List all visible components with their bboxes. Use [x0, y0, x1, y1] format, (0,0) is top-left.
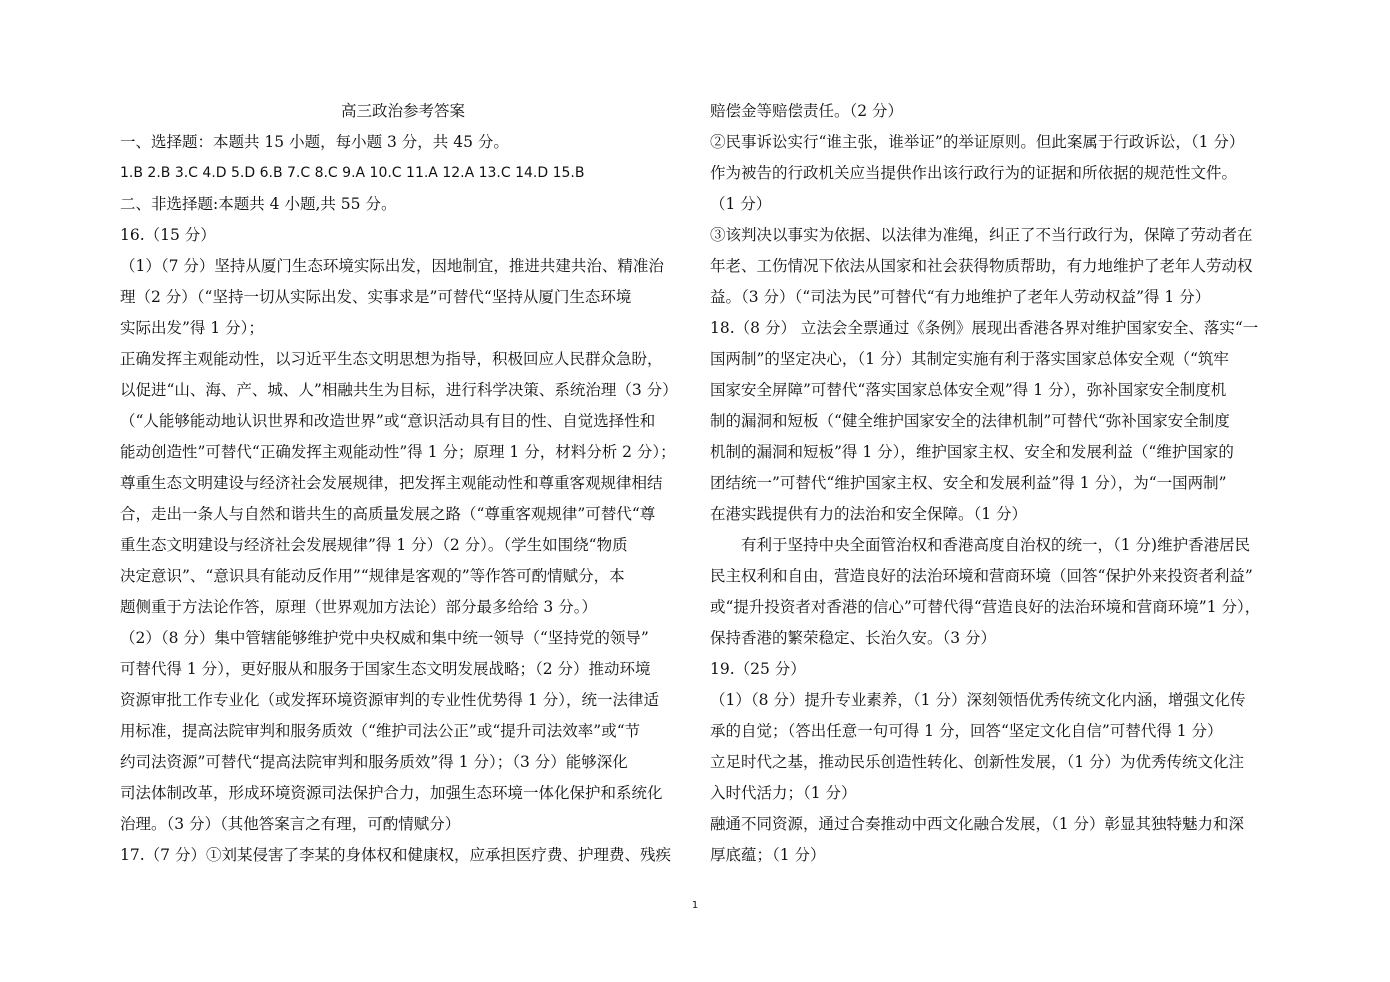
- right-column-line: 制的漏洞和短板（“健全维护国家安全的法律机制”可替代“弥补国家安全制度: [710, 412, 1230, 430]
- left-column-line: 理（2 分）（“坚持一切从实际出发、实事求是”可替代“坚持从厦门生态环境: [120, 288, 632, 306]
- left-column-line: 决定意识”、“意识具有能动反作用”“规律是客观的”等作答可酌情赋分，本: [120, 567, 625, 585]
- right-column-line: 机制的漏洞和短板”得 1 分），维护国家主权、安全和发展利益（“维护国家的: [710, 443, 1234, 461]
- right-column-line: （1）（8 分）提升专业素养，（1 分）深刻领悟优秀传统文化内涵，增强文化传: [710, 691, 1246, 709]
- right-column-line: 年老、工伤情况下依法从国家和社会获得物质帮助，有力地维护了老年人劳动权: [710, 257, 1253, 275]
- document-title: 高三政治参考答案: [340, 102, 465, 120]
- right-column-line: （1 分）: [710, 195, 772, 213]
- left-column-line: 约司法资源”可替代“提高法院审判和服务质效”得 1 分）；（3 分）能够深化: [120, 753, 628, 771]
- right-column-line: 国家安全屏障”可替代“落实国家总体安全观”得 1 分），弥补国家安全制度机: [710, 381, 1227, 399]
- right-column-line: 承的自觉；（答出任意一句可得 1 分，回答“坚定文化自信”可替代得 1 分）: [710, 722, 1223, 740]
- right-column-line: 19.（25 分）: [710, 660, 806, 678]
- right-column-line: 作为被告的行政机关应当提供作出该行政行为的证据和所依据的规范性文件。: [710, 164, 1238, 182]
- left-column-line: 治理。（3 分）（其他答案言之有理，可酌情赋分）: [120, 815, 461, 833]
- right-column-line: 益。（3 分）（“司法为民”可替代“有力地维护了老年人劳动权益”得 1 分）: [710, 288, 1211, 306]
- left-column-line: 题侧重于方法论作答，原理（世界观加方法论）部分最多给给 3 分。）: [120, 598, 597, 616]
- right-column-line: 立足时代之基，推动民乐创造性转化、创新性发展，（1 分）为优秀传统文化注: [710, 753, 1245, 771]
- left-column-line: 能动创造性”可替代“正确发挥主观能动性”得 1 分；原理 1 分，材料分析 2 分）；: [120, 443, 676, 461]
- right-column-line: 保持香港的繁荣稳定、长治久安。（3 分）: [710, 629, 997, 647]
- left-column-line: 二、非选择题:本题共 4 小题,共 55 分。: [120, 195, 397, 213]
- right-column-line: ③该判决以事实为依据、以法律为准绳，纠正了不当行政行为，保障了劳动者在: [710, 226, 1253, 244]
- right-column-line: 有利于坚持中央全面管治权和香港高度自治权的统一，（1 分)维护香港居民: [710, 536, 1251, 554]
- left-column-line: 以促进“山、海、产、城、人”相融共生为目标，进行科学决策、系统治理（3 分）: [120, 381, 678, 399]
- right-column-line: ②民事诉讼实行“谁主张，谁举证”的举证原则。但此案属于行政诉讼，（1 分）: [710, 133, 1245, 151]
- left-column-line: 正确发挥主观能动性，以习近平生态文明思想为指导，积极回应人民群众急盼，: [120, 350, 663, 368]
- right-column-line: 入时代活力；（1 分）: [710, 784, 857, 802]
- right-column-line: 在港实践提供有力的法治和安全保障。（1 分）: [710, 505, 1028, 523]
- left-column-line: 16.（15 分）: [120, 226, 216, 244]
- right-column-line: 民主权利和自由，营造良好的法治环境和营商环境（回答“保护外来投资者利益”: [710, 567, 1253, 585]
- left-column-line: 重生态文明建设与经济社会发展规律”得 1 分）（2 分）。（学生如围绕“物质: [120, 536, 628, 554]
- left-column-line: 1.B 2.B 3.C 4.D 5.D 6.B 7.C 8.C 9.A 10.C 11.A 12.A 13.C 14.D 15.B: [120, 165, 585, 181]
- right-column-line: 赔偿金等赔偿责任。（2 分）: [710, 102, 904, 120]
- left-column-line: 一、选择题：本题共 15 小题，每小题 3 分，共 45 分。: [120, 133, 509, 151]
- right-column-line: 或“提升投资者对香港的信心”可替代得“营造良好的法治环境和营商环境”1 分），: [710, 598, 1261, 616]
- left-column: [120, 96, 686, 871]
- left-column-line: 17.（7 分）①刘某侵害了李某的身体权和健康权，应承担医疗费、护理费、残疾: [120, 846, 671, 864]
- right-column-line: 融通不同资源，通过合奏推动中西文化融合发展，（1 分）彰显其独特魅力和深: [710, 815, 1245, 833]
- page-number: 1: [691, 900, 699, 911]
- right-column-line: 团结统一”可替代“维护国家主权、安全和发展利益”得 1 分），为“一国两制”: [710, 474, 1227, 492]
- left-column-line: 用标准，提高法院审判和服务质效（“维护司法公正”或“提升司法效率”或“节: [120, 722, 641, 740]
- left-column-line: 司法体制改革，形成环境资源司法保护合力，加强生态环境一体化保护和系统化: [120, 784, 663, 802]
- right-column-line: 厚底蕴；（1 分）: [710, 846, 826, 864]
- left-column-line: 尊重生态文明建设与经济社会发展规律，把发挥主观能动性和尊重客观规律相结: [120, 474, 663, 492]
- right-column-line: 国两制”的坚定决心，（1 分）其制定实施有利于落实国家总体安全观（“筑牢: [710, 350, 1229, 368]
- left-column-line: （2）（8 分）集中管辖能够维护党中央权威和集中统一领导（“坚持党的领导”: [120, 629, 649, 647]
- left-column-line: 合，走出一条人与自然和谐共生的高质量发展之路（“尊重客观规律”可替代“尊: [120, 505, 656, 523]
- left-column-line: 资源审批工作专业化（或发挥环境资源审判的专业性优势得 1 分），统一法律适: [120, 691, 659, 709]
- right-column: [710, 96, 1276, 871]
- left-column-line: （1）（7 分）坚持从厦门生态环境实际出发，因地制宜，推进共建共治、精准治: [120, 257, 664, 275]
- left-column-line: （“人能够能动地认识世界和改造世界”或“意识活动具有目的性、自觉选择性和: [120, 412, 656, 430]
- left-column-line: 可替代得 1 分），更好服从和服务于国家生态文明发展战略；（2 分）推动环境: [120, 660, 651, 678]
- right-column-line: 18.（8 分） 立法会全票通过《条例》展现出香港各界对维护国家安全、落实“一: [710, 319, 1259, 337]
- left-column-line: 实际出发”得 1 分）；: [120, 319, 264, 337]
